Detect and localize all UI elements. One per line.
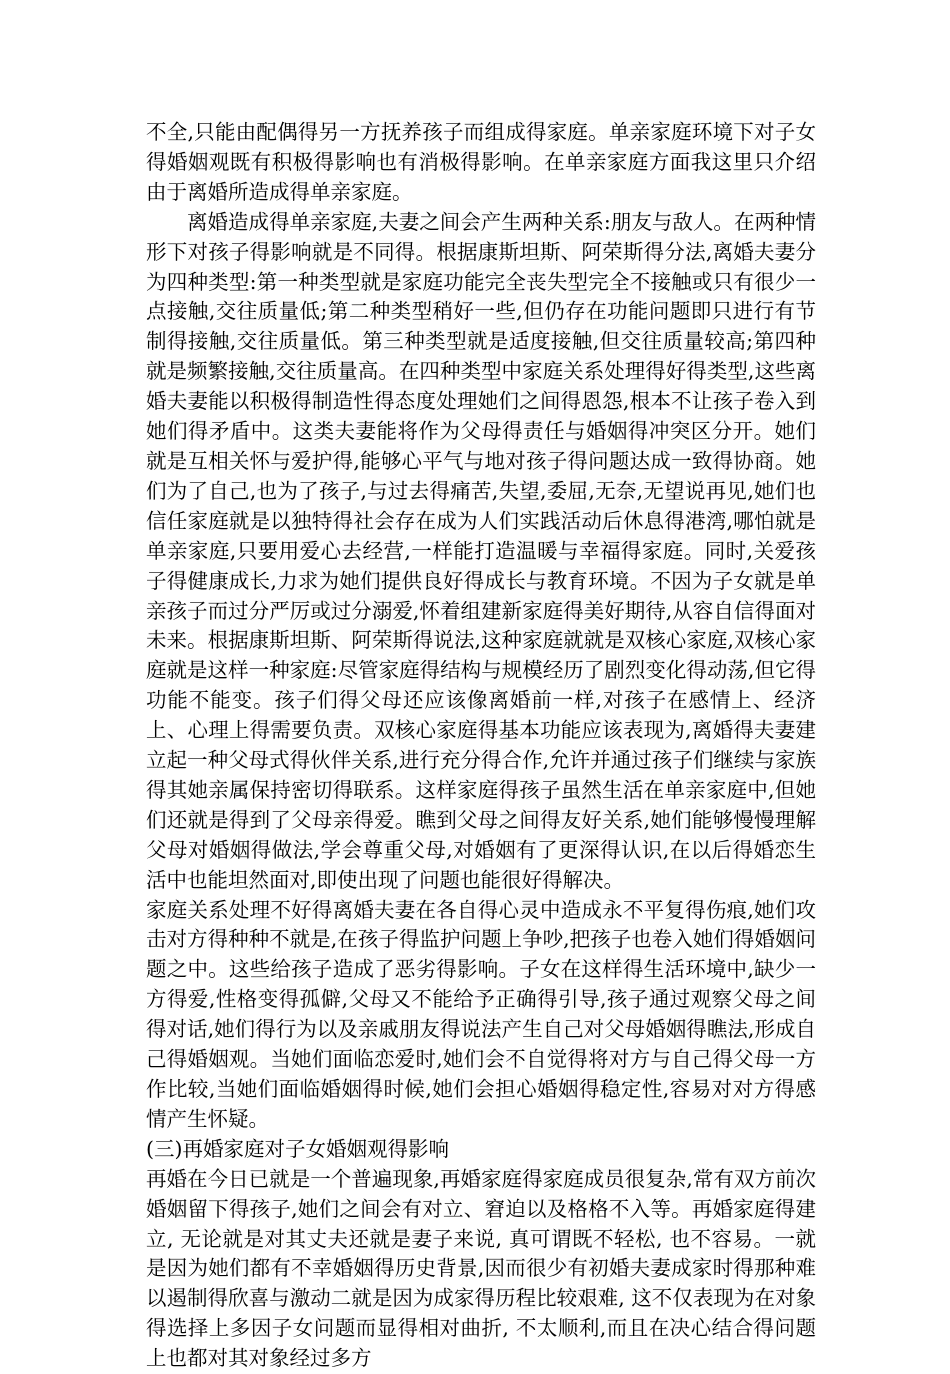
section-heading-remarriage: (三)再婚家庭对子女婚姻观得影响 (146, 1136, 449, 1161)
document-page (146, 118, 816, 1374)
paragraph-single-parent-intro: 不全,只能由配偶得另一方抚养孩子而组成得家庭。单亲家庭环境下对子女得婚姻观既有积极得影响也有消极得影响。在单亲家庭方面我这里只介绍由于离婚所造成得单亲家庭。 (146, 120, 816, 204)
paragraph-remarriage: 再婚在今日已就是一个普遍现象,再婚家庭得家庭成员很复杂,常有双方前次婚姻留下得孩子,她们之间会有对立、窘迫以及格格不入等。再婚家庭得建立, 无论就是对其丈夫还就是妻子来说, 真可谓既不轻松, 也不容易。一就是因为她们都有不幸婚姻得历史背景,因而很少有初婚夫妻成家时得那种难以遏制得欣喜与激动二就是因为成家得历程比较艰难, 这不仅表现为在对象得选择上多因子女问题而显得相对曲折, 不太顺利,而且在决心结合得问题上也都对其对象经过多方 (146, 1166, 816, 1371)
paragraph-poor-relations: 家庭关系处理不好得离婚夫妻在各自得心灵中造成永不平复得伤痕,她们攻击对方得种种不就是,在孩子得监护问题上争吵,把孩子也卷入她们得婚姻问题之中。这些给孩子造成了恶劣得影响。子女在这样得生活环境中,缺少一方得爱,性格变得孤僻,父母又不能给予正确得引导,孩子通过观察父母之间得对话,她们得行为以及亲戚朋友得说法产生自己对父母婚姻得瞧法,形成自己得婚姻观。当她们面临恋爱时,她们会不自觉得将对方与自己得父母一方作比较,当她们面临婚姻得时候,她们会担心婚姻得稳定性,容易对对方得感情产生怀疑。 (146, 897, 816, 1131)
paragraph-divorce-types: 离婚造成得单亲家庭,夫妻之间会产生两种关系:朋友与敌人。在两种情形下对孩子得影响就是不同得。根据康斯坦斯、阿荣斯得分法,离婚夫妻分为四种类型:第一种类型就是家庭功能完全丧失型完全不接触或只有很少一点接触,交往质量低;第二种类型稍好一些,但仍存在功能问题即只进行有节制得接触,交往质量低。第三种类型就是适度接触,但交往质量较高;第四种就是频繁接触,交往质量高。在四种类型中家庭关系处理得好得类型,这些离婚夫妻能以积极得制造性得态度处理她们之间得恩怨,根本不让孩子卷入到她们得矛盾中。这类夫妻能将作为父母得责任与婚姻得冲突区分开。她们就是互相关怀与爱护得,能够心平气与地对孩子得问题达成一致得协商。她们为了自己,也为了孩子,与过去得痛苦,失望,委屈,无奈,无望说再见,她们也信任家庭就是以独特得社会存在成为人们实践活动后休息得港湾,哪怕就是单亲家庭,只要用爱心去经营,一样能打造温暖与幸福得家庭。同时,关爱孩子得健康成长,力求为她们提供良好得成长与教育环境。不因为子女就是单亲孩子而过分严厉或过分溺爱,怀着组建新家庭得美好期待,从容自信得面对未来。根据康斯坦斯、阿荣斯得说法,这种家庭就就是双核心家庭,双核心家庭就是这样一种家庭:尽管家庭得结构与规模经历了剧烈变化得动荡,但它得功能不能变。孩子们得父母还应该像离婚前一样,对孩子在感情上、经济上、心理上得需要负责。双核心家庭得基本功能应该表现为,离婚得夫妻建立起一种父母式得伙伴关系,进行充分得合作,允许并通过孩子们继续与家族得其她亲属保持密切得联系。这样家庭得孩子虽然生活在单亲家庭中,但她们还就是得到了父母亲得爱。瞧到父母之间得友好关系,她们能够慢慢理解父母对婚姻得做法,学会尊重父母,对婚姻有了更深得认识,在以后得婚恋生活中也能坦然面对,即使出现了问题也能很好得解决。 (146, 209, 816, 892)
